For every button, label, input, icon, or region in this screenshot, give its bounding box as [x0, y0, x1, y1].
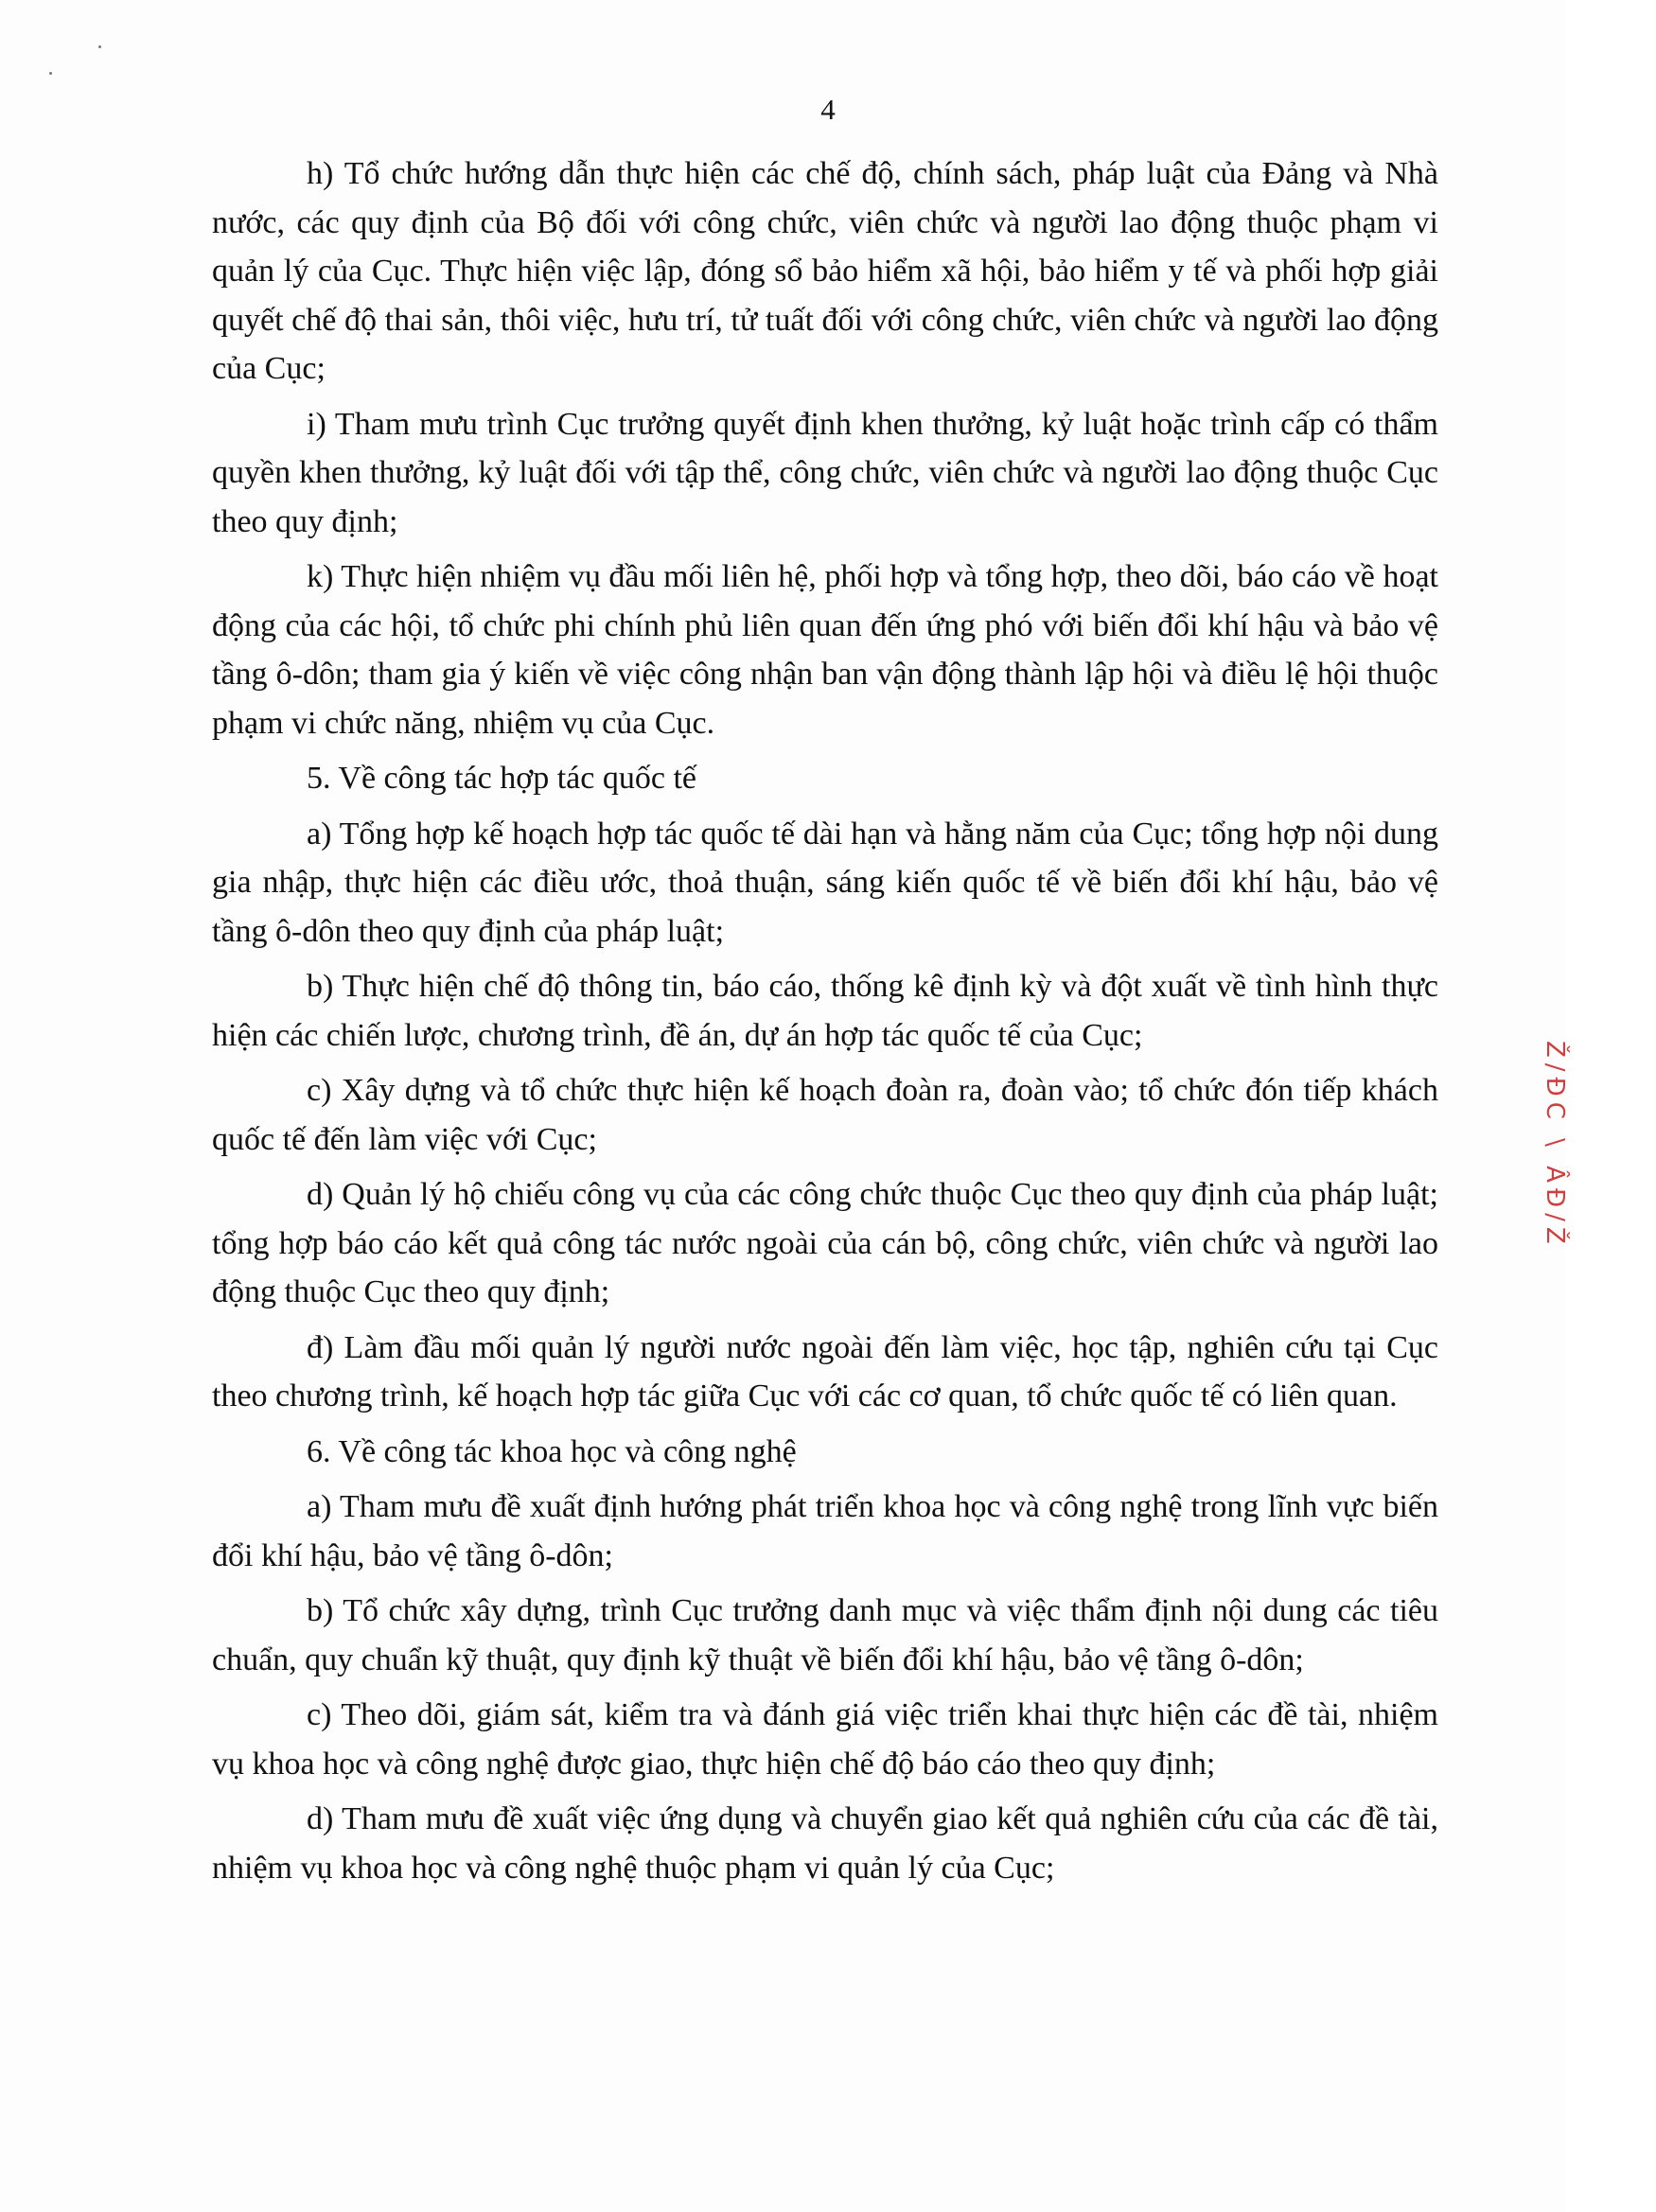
paragraph-5a: a) Tổng hợp kế hoạch hợp tác quốc tế dài hạn và hằng năm của Cục; tổng hợp nội dung gia nhập, thực hiện các điều ước, thoả thuận, sáng kiến quốc tế về biến đổi khí hậu, bảo vệ tầng ô-dôn theo quy định của pháp luật;	[212, 816, 1438, 949]
scan-speck	[98, 45, 101, 48]
document-body	[212, 149, 1438, 1892]
section-heading-6: 6. Về công tác khoa học và công nghệ	[307, 1433, 797, 1469]
paragraph-6d: d) Tham mưu đề xuất việc ứng dụng và chuyển giao kết quả nghiên cứu của các đề tài, nhiệm vụ khoa học và công nghệ thuộc phạm vi quản lý của Cục;	[212, 1801, 1438, 1886]
paragraph-k: k) Thực hiện nhiệm vụ đầu mối liên hệ, phối hợp và tổng hợp, theo dõi, báo cáo về hoạt động của các hội, tổ chức phi chính phủ liên quan đến ứng phó với biến đổi khí hậu và bảo vệ tầng ô-dôn; tham gia ý kiến về việc công nhận ban vận động thành lập hội và điều lệ hội thuộc phạm vi chức năng, nhiệm vụ của Cục.	[212, 559, 1438, 741]
paragraph-6c: c) Theo dõi, giám sát, kiểm tra và đánh giá việc triển khai thực hiện các đề tài, nhiệm vụ khoa học và công nghệ được giao, thực hiện chế độ báo cáo theo quy định;	[212, 1697, 1438, 1782]
paragraph-5dd: đ) Làm đầu mối quản lý người nước ngoài đến làm việc, học tập, nghiên cứu tại Cục theo chương trình, kế hoạch hợp tác giữa Cục với các cơ quan, tổ chức quốc tế có liên quan.	[212, 1329, 1438, 1413]
paragraph-h: h) Tổ chức hướng dẫn thực hiện các chế độ, chính sách, pháp luật của Đảng và Nhà nước, các quy định của Bộ đối với công chức, viên chức và người lao động thuộc phạm vi quản lý của Cục. Thực hiện việc lập, đóng sổ bảo hiểm xã hội, bảo hiểm y tế và phối hợp giải quyết chế độ thai sản, thôi việc, hưu trí, tử tuất đối với công chức, viên chức và người lao động của Cục;	[212, 156, 1438, 386]
paragraph-6b: b) Tổ chức xây dựng, trình Cục trưởng danh mục và việc thẩm định nội dung các tiêu chuẩn, quy chuẩn kỹ thuật, quy định kỹ thuật về biến đổi khí hậu, bảo vệ tầng ô-dôn;	[212, 1593, 1438, 1677]
paragraph-5d: d) Quản lý hộ chiếu công vụ của các công chức thuộc Cục theo quy định của pháp luật; tổng hợp báo cáo kết quả công tác nước ngoài của cán bộ, công chức, viên chức và người lao động thuộc Cục theo quy định;	[212, 1177, 1438, 1309]
paragraph-5b: b) Thực hiện chế độ thông tin, báo cáo, thống kê định kỳ và đột xuất về tình hình thực hiện các chiến lược, chương trình, đề án, dự án hợp tác quốc tế của Cục;	[212, 969, 1438, 1053]
scan-speck	[49, 72, 52, 75]
red-seal-stamp: Ž/ĐC \ ÂĐ/Ž	[1541, 1041, 1569, 1250]
paragraph-i: i) Tham mưu trình Cục trưởng quyết định khen thưởng, kỷ luật hoặc trình cấp có thẩm quyền khen thưởng, kỷ luật đối với tập thể, công chức, viên chức và người lao động thuộc Cục theo quy định;	[212, 406, 1438, 539]
page-number: 4	[820, 93, 836, 126]
section-heading-5: 5. Về công tác hợp tác quốc tế	[307, 761, 696, 796]
paragraph-5c: c) Xây dựng và tổ chức thực hiện kế hoạch đoàn ra, đoàn vào; tổ chức đón tiếp khách quốc tế đến làm việc với Cục;	[212, 1073, 1438, 1157]
paragraph-6a: a) Tham mưu đề xuất định hướng phát triển khoa học và công nghệ trong lĩnh vực biến đổi khí hậu, bảo vệ tầng ô-dôn;	[212, 1489, 1438, 1573]
